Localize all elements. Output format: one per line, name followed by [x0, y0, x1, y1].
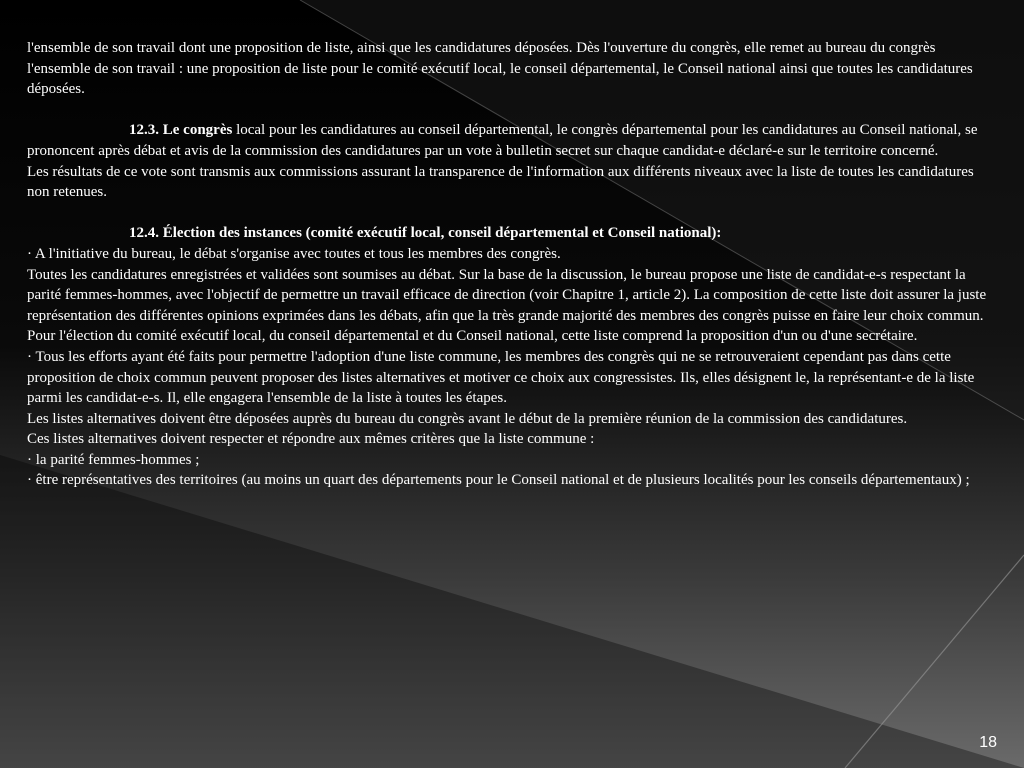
- section-12-4-paragraph-1: Toutes les candidatures enregistrées et validées sont soumises au débat. Sur la base de la discussion, le bureau propose une liste de candidat-e-s respectant la parité femmes-hommes, avec l'objectif de permettre un travail efficace de direction (voir Chapitre 1, article 2). La composition de cette liste doit assurer la juste représentation des différentes opinions exprimées dans les débats, afin que la très grande majorité des membres des congrès puisse en faire leur choix commun. Pour l'élection du comité exécutif local, du conseil départemental et du Conseil national, cette liste comprend la proposition d'un ou d'une secrétaire.: [27, 266, 987, 345]
- page-number: 18: [979, 734, 997, 751]
- section-12-4-bullet-2: · Tous les efforts ayant été faits pour permettre l'adoption d'une liste commune, les membres des congrès qui ne se retrouveraient cependant pas dans cette proposition de choix commun peuvent proposer des listes alternatives et motiver ce choix aux congressistes. Ils, elles désignent le, la représentant-e de la liste parmi les candidat-e-s. Il, elle engagera l'ensemble de la liste à toutes les étapes.: [27, 348, 975, 407]
- section-12-3-heading: 12.3. Le congrès: [129, 122, 233, 139]
- section-12-4-heading-line: [27, 223, 992, 244]
- paragraph-intro: l'ensemble de son travail dont une proposition de liste, ainsi que les candidatures déposées. Dès l'ouverture du congrès, elle remet au bureau du congrès l'ensemble de son travail : une proposition de liste pour le comité exécutif local, le conseil départemental, le Conseil national ainsi que toutes les candidatures déposées.: [27, 40, 973, 98]
- section-12-4-bullet-4: · être représentatives des territoires (au moins un quart des départements pour le Conseil national et de plusieurs localités pour les conseils départementaux) ;: [27, 472, 970, 489]
- section-12-4-paragraph-3: Ces listes alternatives doivent respecter et répondre aux mêmes critères que la liste commune :: [27, 431, 595, 448]
- section-12-4-bullet-1: · A l'initiative du bureau, le débat s'organise avec toutes et tous les membres des congrès.: [27, 245, 561, 262]
- section-12-3-results: Les résultats de ce vote sont transmis aux commissions assurant la transparence de l'information aux différents niveaux avec la liste de toutes les candidatures non retenues.: [27, 163, 974, 201]
- section-12-4-paragraph-2: Les listes alternatives doivent être déposées auprès du bureau du congrès avant le début de la première réunion de la commission des candidatures.: [27, 410, 908, 427]
- section-12-3-text: local pour les candidatures au conseil départemental, le congrès départemental pour les candidatures au Conseil national, se prononcent après débat et avis de la commission des candidatures par un vote à bulletin secret sur chaque candidat-e déclaré-e sur le territoire concerné.: [27, 122, 978, 159]
- section-12-3-paragraph: [27, 120, 992, 161]
- document-body: [27, 38, 992, 491]
- section-12-4-heading: 12.4. Élection des instances (comité exécutif local, conseil départemental et Conseil national):: [129, 225, 722, 242]
- section-12-4-bullet-3: · la parité femmes-hommes ;: [27, 451, 200, 468]
